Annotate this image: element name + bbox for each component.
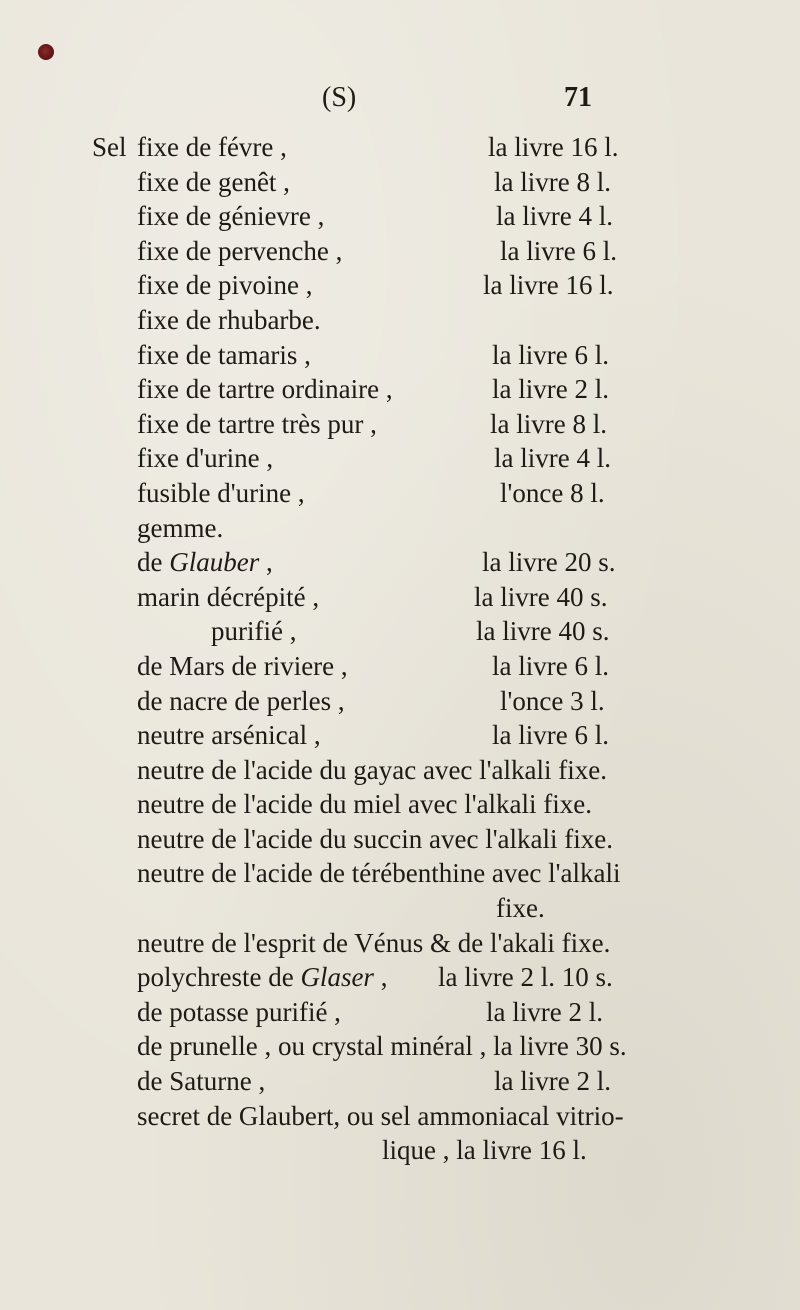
list-item: [0, 268, 800, 303]
entry-text: purifié ,: [211, 616, 297, 647]
entry-price: la livre 2 l.: [494, 1066, 611, 1097]
list-item: [0, 753, 800, 788]
page-number: 71: [564, 82, 592, 113]
entry-price: la livre 4 l.: [494, 443, 611, 474]
entry-price: la livre 16 l.: [488, 132, 619, 162]
entry-text-prefix: polychreste de: [137, 962, 301, 993]
entry-text: fixe de génievre ,: [137, 201, 325, 232]
list-item: [0, 130, 800, 165]
entry-text: de nacre de perles ,: [137, 685, 345, 716]
entry-price: la livre 20 s.: [482, 547, 616, 578]
entry-price: l'once 8 l.: [500, 477, 605, 508]
entry-text: fixe de pervenche ,: [137, 235, 343, 266]
list-item: [0, 960, 800, 995]
entry-text-suffix: ,: [373, 962, 388, 993]
list-item: [0, 580, 800, 615]
entry-price: la livre 2 l. 10 s.: [438, 962, 613, 993]
entry-price: la livre 2 l.: [492, 374, 609, 405]
entry-price: la livre 6 l.: [492, 650, 609, 681]
list-item: [0, 372, 800, 407]
list-item: [0, 407, 800, 442]
entry-price: la livre 6 l.: [500, 235, 617, 266]
entry-price: la livre 6 l.: [492, 720, 609, 751]
price-list: [0, 130, 800, 1168]
entry-text: marin décrépité ,: [137, 581, 320, 612]
entry-price: la livre 2 l.: [486, 996, 603, 1027]
entry-text: fixe de genêt ,: [137, 166, 290, 197]
entry-text: neutre de l'acide du miel avec l'alkali fixe.: [137, 789, 593, 820]
entry-price: l'once 3 l.: [500, 685, 605, 716]
entry-continuation: lique , la livre 16 l.: [382, 1135, 587, 1166]
entry-text: [137, 545, 273, 580]
list-item: [0, 303, 800, 338]
entry-text: fusible d'urine ,: [137, 477, 305, 508]
entry-text-suffix: ,: [259, 547, 273, 578]
page-header: [0, 82, 800, 122]
list-item: [0, 1133, 800, 1168]
entry-price: la livre 6 l.: [492, 339, 609, 370]
running-head: (S): [322, 82, 357, 113]
entry-text: fixe de pivoine ,: [137, 270, 313, 301]
entry-price: la livre 4 l.: [496, 201, 613, 232]
list-item: [0, 891, 800, 926]
ink-stain: [38, 44, 54, 60]
list-item: [0, 926, 800, 961]
list-item: [0, 856, 800, 891]
list-item: [0, 476, 800, 511]
entry-text-italic: Glauber: [169, 547, 260, 578]
list-item: [0, 199, 800, 234]
entry-lead-word: Sel: [92, 132, 127, 162]
list-item: [0, 1064, 800, 1099]
list-item: [0, 787, 800, 822]
entry-price: la livre 8 l.: [494, 166, 611, 197]
entry-text: neutre de l'acide de térébenthine avec l'alkali: [137, 858, 621, 889]
entry-text: de Mars de riviere ,: [137, 650, 348, 681]
list-item: [0, 545, 800, 580]
entry-text: de potasse purifié ,: [137, 996, 341, 1027]
entry-text: fixe de tamaris ,: [137, 339, 311, 370]
entry-price: la livre 8 l.: [490, 408, 607, 439]
entry-continuation: fixe.: [496, 893, 545, 924]
list-item: [0, 1099, 800, 1134]
list-item: [0, 441, 800, 476]
entry-text: de Saturne ,: [137, 1066, 266, 1097]
list-item: [0, 614, 800, 649]
entry-price: la livre 16 l.: [483, 270, 614, 301]
list-item: [0, 338, 800, 373]
entry-text: neutre arsénical ,: [137, 720, 321, 751]
list-item: [0, 234, 800, 269]
entry-text-italic: Glaser: [300, 962, 374, 993]
list-item: [0, 995, 800, 1030]
entry-text: fixe de févre ,: [137, 132, 287, 162]
entry-text: neutre de l'acide du gayac avec l'alkali fixe.: [137, 754, 607, 785]
entry-text: fixe d'urine ,: [137, 443, 274, 474]
list-item: [0, 684, 800, 719]
list-item: [0, 511, 800, 546]
entry-text: gemme.: [137, 512, 224, 543]
list-item: [0, 1029, 800, 1064]
entry-price: la livre 40 s.: [476, 616, 610, 647]
entry-price: la livre 40 s.: [474, 581, 608, 612]
entry-text: fixe de tartre ordinaire ,: [137, 374, 393, 405]
entry-text-prefix: de: [137, 547, 170, 578]
list-item: [0, 822, 800, 857]
entry-text: fixe de tartre très pur ,: [137, 408, 377, 439]
list-item: [0, 718, 800, 753]
list-item: [0, 649, 800, 684]
entry-text: fixe de rhubarbe.: [137, 304, 321, 335]
entry-text: de prunelle , ou crystal minéral , la livre 30 s.: [137, 1031, 627, 1062]
entry-text: neutre de l'acide du succin avec l'alkali fixe.: [137, 823, 614, 854]
list-item: [0, 165, 800, 200]
entry-text: neutre de l'esprit de Vénus & de l'akali fixe.: [137, 927, 611, 958]
entry-text: secret de Glaubert, ou sel ammoniacal vitrio-: [137, 1100, 624, 1131]
entry-text: [137, 960, 387, 995]
